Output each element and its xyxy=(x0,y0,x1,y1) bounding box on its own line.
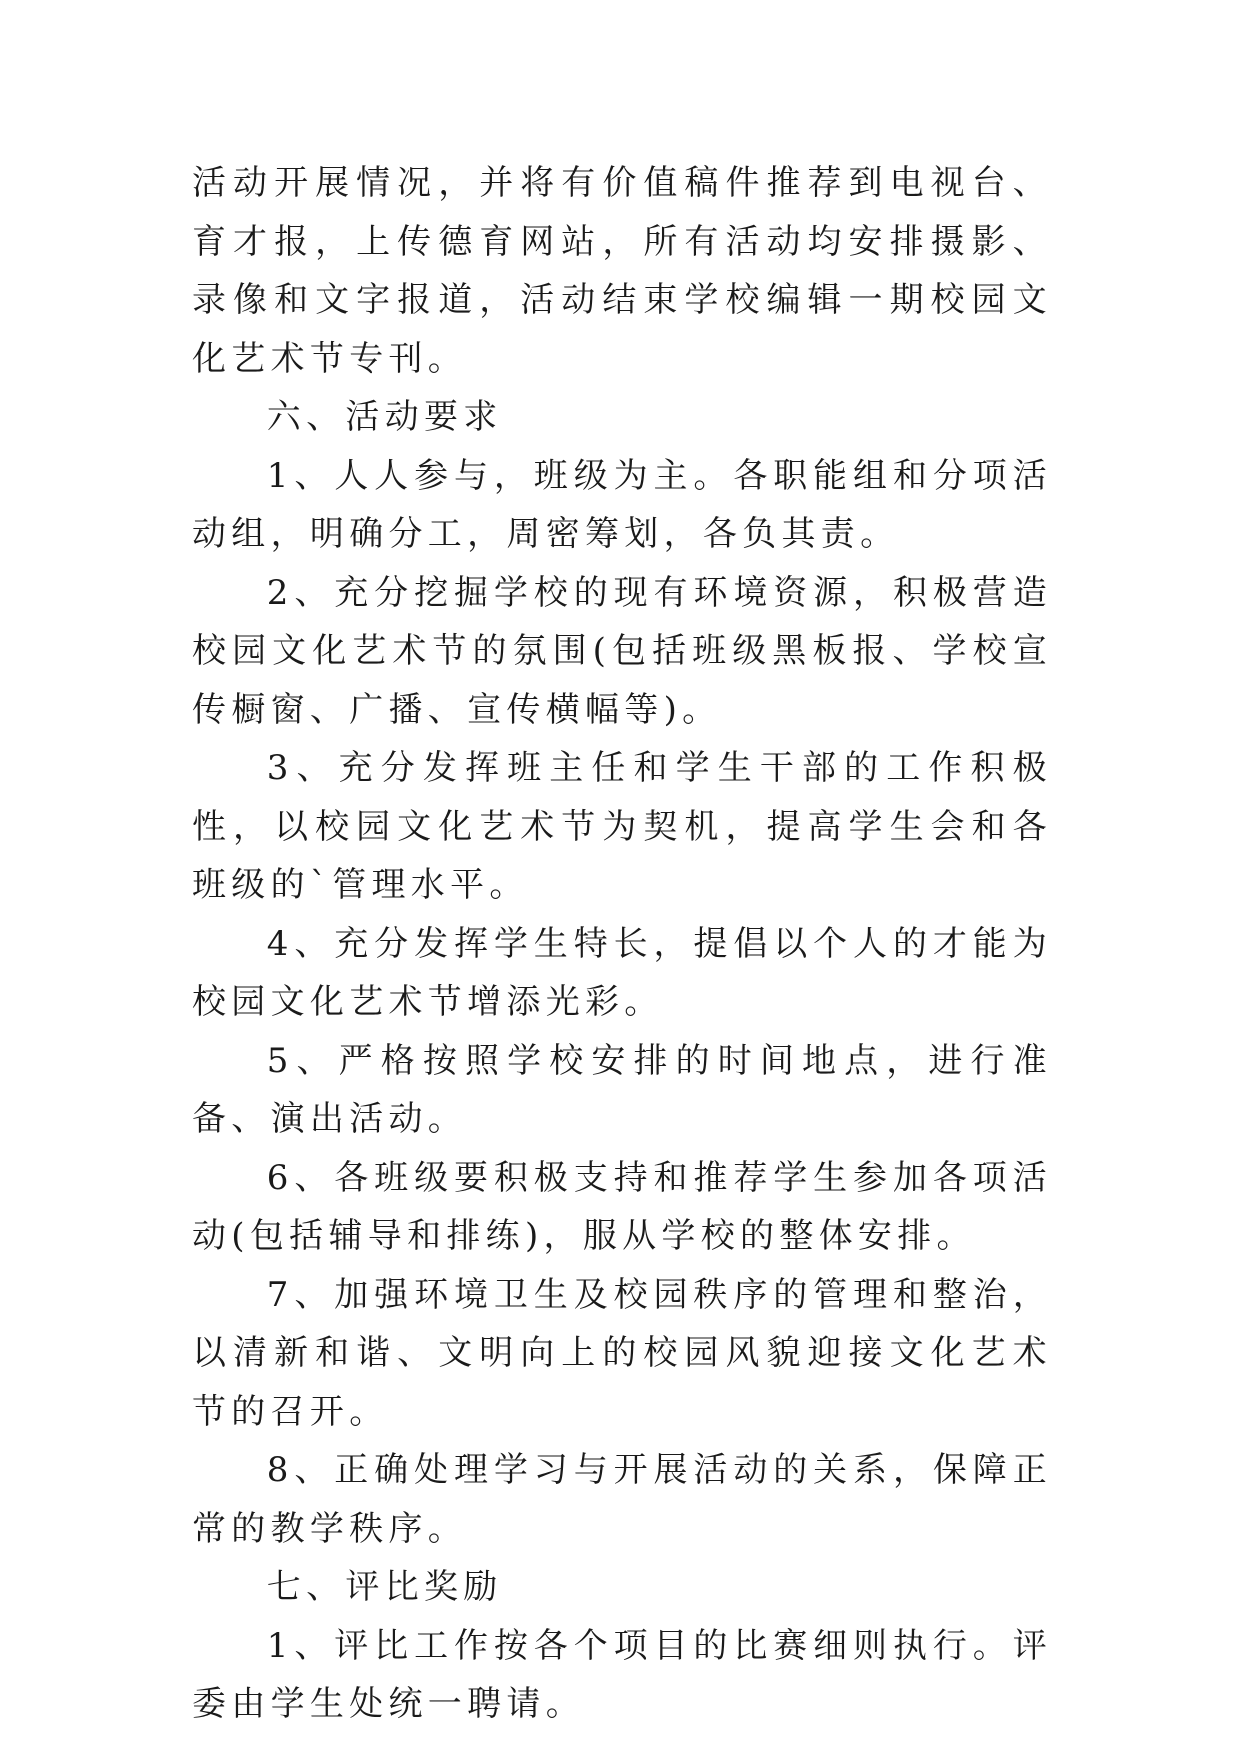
requirement-item-5: 5、严格按照学校安排的时间地点，进行准备、演出活动。 xyxy=(192,1040,1052,1139)
section-heading-awards: 七、评比奖励 xyxy=(266,1567,503,1607)
requirement-item-6: 6、各班级要积极支持和推荐学生参加各项活动(包括辅导和排练)，服从学校的整体安排。 xyxy=(192,1157,1052,1256)
requirement-item-2: 2、充分挖掘学校的现有环境资源，积极营造校园文化艺术节的氛围(包括班级黑板报、学校宣传橱窗、广播、宣传横幅等)。 xyxy=(192,572,1052,730)
requirement-item-8: 8、正确处理学习与开展活动的关系，保障正常的教学秩序。 xyxy=(192,1450,1052,1549)
requirement-item-1: 1、人人参与，班级为主。各职能组和分项活动组，明确分工，周密筹划，各负其责。 xyxy=(192,455,1052,554)
award-item-1: 1、评比工作按各个项目的比赛细则执行。评委由学生处统一聘请。 xyxy=(192,1625,1052,1724)
requirement-item-7: 7、加强环境卫生及校园秩序的管理和整治，以清新和谐、文明向上的校园风貌迎接文化艺术节的召开。 xyxy=(192,1274,1052,1432)
document-body xyxy=(192,154,1052,1734)
paragraph-continuation: 活动开展情况，并将有价值稿件推荐到电视台、育才报，上传德育网站，所有活动均安排摄影、录像和文字报道，活动结束学校编辑一期校园文化艺术节专刊。 xyxy=(192,163,1052,379)
requirement-item-3: 3、充分发挥班主任和学生干部的工作积极性，以校园文化艺术节为契机，提高学生会和各班级的`管理水平。 xyxy=(192,748,1052,905)
section-heading-requirements: 六、活动要求 xyxy=(266,397,503,437)
requirement-item-4: 4、充分发挥学生特长，提倡以个人的才能为校园文化艺术节增添光彩。 xyxy=(192,923,1052,1022)
